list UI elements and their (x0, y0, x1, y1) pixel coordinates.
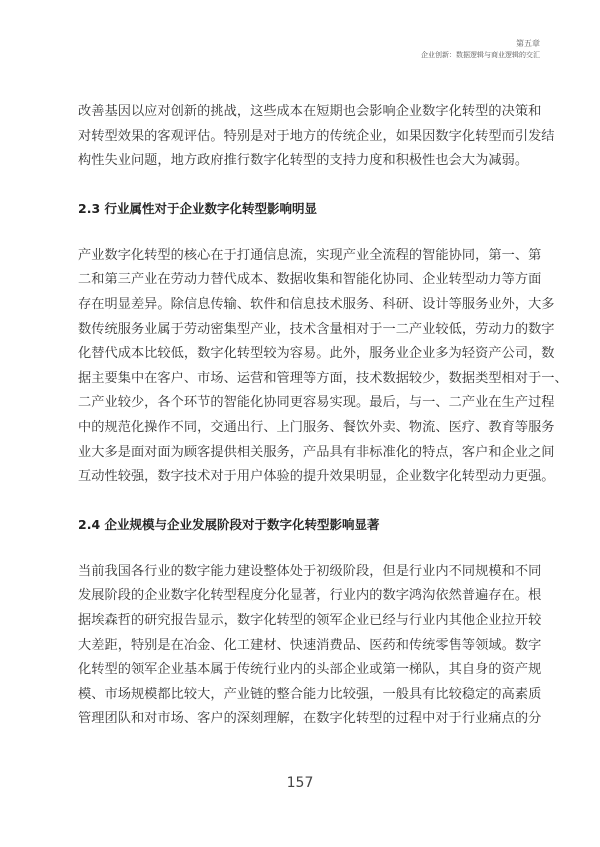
text-line: 大差距，特别是在冶金、化工建材、快速消费品、医药和传统零售等领域。数字 (78, 637, 542, 653)
chapter-label: 第五章 (516, 39, 540, 48)
text-line: 发展阶段的企业数字化转型程度分化显著，行业内的数字鸿沟依然普遍存在。根 (78, 588, 542, 604)
paragraph-industry-attributes (78, 244, 568, 490)
text-line: 业大多是面对面为顾客提供相关服务，产品具有非标准化的特点，客户和企业之间 (78, 444, 555, 460)
text-line: 数传统服务业属于劳动密集型产业，技术含量相对于一二产业较低，劳动力的数字 (78, 321, 555, 337)
paragraph-enterprise-scale (78, 560, 542, 732)
chapter-subtitle: 企业创新：数据逻辑与商业逻辑的交汇 (421, 51, 540, 59)
text-line: 模、市场规模都比较大，产业链的整合能力比较强，一般具有比较稳定的高素质 (78, 686, 542, 702)
text-line: 中的规范化操作不同，交通出行、上门服务、餐饮外卖、物流、医疗、教育等服务 (78, 419, 555, 435)
text-line: 存在明显差异。除信息传输、软件和信息技术服务、科研、设计等服务业外，大多 (78, 296, 555, 312)
page-number: 157 (286, 775, 314, 791)
section-heading-2-3: 2.3 行业属性对于企业数字化转型影响明显 (78, 200, 317, 216)
text-line: 构性失业问题，地方政府推行数字化转型的支持力度和积极性也会大为减弱。 (78, 153, 529, 169)
text-line: 互动性较强，数字技术对于用户体验的提升效果明显，企业数字化转型动力更强。 (78, 469, 555, 485)
text-line: 化转型的领军企业基本属于传统行业内的头部企业或第一梯队，其自身的资产规 (78, 662, 542, 678)
text-line: 对转型效果的客观评估。特别是对于地方的传统企业，如果因数字化转型而引发结 (78, 128, 555, 144)
text-line: 化替代成本比较低，数字化转型较为容易。此外，服务业企业多为轻资产公司，数 (78, 346, 555, 362)
running-header (421, 38, 540, 61)
text-line: 二和第三产业在劳动力替代成本、数据收集和智能化协同、企业转型动力等方面 (78, 272, 542, 288)
text-line: 据埃森哲的研究报告显示，数字化转型的领军企业已经与行业内其他企业拉开较 (78, 612, 542, 628)
page-body (78, 100, 568, 732)
text-line: 二产业较少，各个环节的智能化协同更容易实现。最后，与一、二产业在生产过程 (78, 395, 555, 411)
text-line: 当前我国各行业的数字能力建设整体处于初级阶段，但是行业内不同规模和不同 (78, 563, 542, 579)
text-line: 产业数字化转型的核心在于打通信息流，实现产业全流程的智能协同，第一、第 (78, 247, 542, 263)
text-line: 据主要集中在客户、市场、运营和管理等方面，技术数据较少，数据类型相对于一、 (78, 370, 568, 386)
text-line: 改善基因以应对创新的挑战，这些成本在短期也会影响企业数字化转型的决策和 (78, 104, 542, 119)
paragraph-intro (78, 100, 555, 174)
section-heading-2-4: 2.4 企业规模与企业发展阶段对于数字化转型影响显著 (78, 516, 380, 532)
text-line: 管理团队和对市场、客户的深刻理解，在数字化转型的过程中对于行业痛点的分 (78, 711, 542, 727)
